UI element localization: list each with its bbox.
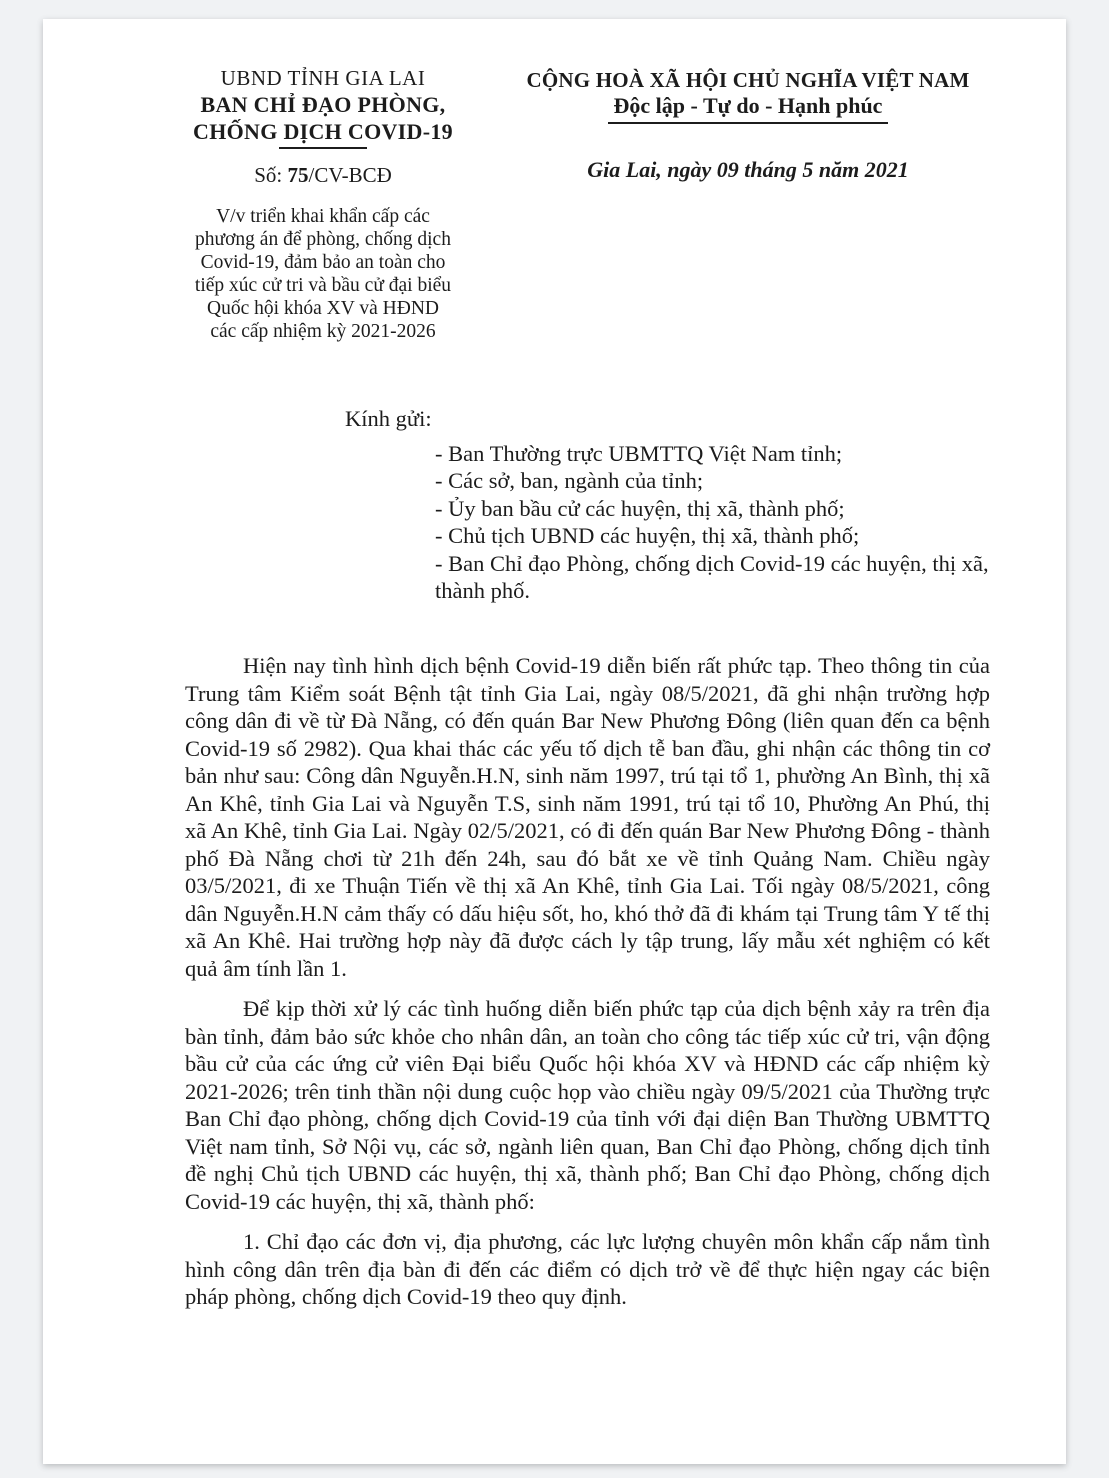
body-paragraph: Để kịp thời xử lý các tình huống diễn biến phức tạp của dịch bệnh xảy ra trên địa bàn tỉnh, đảm bảo sức khỏe cho nhân dân, an toàn cho công tác tiếp xúc cử tri, vận động bầu cử của các ứng cử viên Đại biểu Quốc hội khóa XV và HĐND các cấp nhiệm kỳ 2021-2026; trên tinh thần nội dung cuộc họp vào chiều ngày 09/5/2021 của Thường trực Ban Chỉ đạo phòng, chống dịch Covid-19 của tỉnh với đại diện Ban Thường UBMTTQ Việt nam tỉnh, Sở Nội vụ, các sở, ngành liên quan, Ban Chỉ đạo Phòng, chống dịch tỉnh đề nghị Chủ tịch UBND các huyện, thị xã, thành phố; Ban Chỉ đạo Phòng, chống dịch Covid-19 các huyện, thị xã, thành phố: [185, 996, 990, 1214]
recipients-label: Kính gửi: [345, 406, 432, 431]
recipient-item: - Ban Chỉ đạo Phòng, chống dịch Covid-19 các huyện, thị xã, thành phố. [435, 550, 989, 603]
document-subject [133, 205, 513, 343]
dateline: Gia Lai, ngày 09 tháng 5 năm 2021 [587, 157, 909, 182]
document-body [185, 652, 990, 1324]
issuer-parent-org: UBND TỈNH GIA LAI [220, 66, 426, 90]
subject-line: phương án để phòng, chống dịch [195, 229, 451, 250]
subject-line: Covid-19, đảm bảo an toàn cho [200, 252, 446, 273]
national-header [498, 67, 998, 183]
issuer-org-line1: BAN CHỈ ĐẠO PHÒNG, [200, 92, 446, 117]
recipient-item: - Ủy ban bầu cử các huyện, thị xã, thành phố; [435, 495, 845, 521]
issuer-header [133, 65, 513, 343]
document-number [133, 163, 513, 188]
document-page [43, 19, 1066, 1464]
subject-line: tiếp xúc cử tri và bầu cử đại biểu [194, 275, 452, 296]
issuer-org-line2: CHỐNG DỊCH COVID-19 [193, 119, 453, 144]
recipient-item: - Ban Thường trực UBMTTQ Việt Nam tỉnh; [435, 440, 843, 466]
subject-line: các cấp nhiệm kỳ 2021-2026 [210, 321, 436, 342]
recipient-item: - Chủ tịch UBND các huyện, thị xã, thành phố; [435, 523, 860, 548]
body-paragraph: Hiện nay tình hình dịch bệnh Covid-19 diễn biến rất phức tạp. Theo thông tin của Trung tâm Kiểm soát Bệnh tật tỉnh Gia Lai, ngày 08/5/2021, đã ghi nhận trường hợp công dân đi về từ Đà Nẵng, có đến quán Bar New Phương Đông (liên quan đến ca bệnh Covid-19 số 2982). Qua khai thác các yếu tố dịch tễ ban đầu, ghi nhận các thông tin cơ bản như sau: Công dân Nguyễn.H.N, sinh năm 1997, trú tại tổ 1, phường An Bình, thị xã An Khê, tỉnh Gia Lai và Nguyễn T.S, sinh năm 1991, trú tại tổ 10, Phường An Phú, thị xã An Khê, tỉnh Gia Lai. Ngày 02/5/2021, có đi đến quán Bar New Phương Đông - thành phố Đà Nẵng chơi từ 21h đến 24h, sau đó bắt xe về tỉnh Quảng Nam. Chiều ngày 03/5/2021, đi xe Thuận Tiến về thị xã An Khê, tỉnh Gia Lai. Tối ngày 08/5/2021, công dân Nguyễn.H.N cảm thấy có dấu hiệu sốt, ho, khó thở đã đi khám tại Trung tâm Y tế thị xã An Khê. Hai trường hợp này đã được cách ly tập trung, lấy mẫu xét nghiệm có kết quả âm tính lần 1. [185, 653, 990, 981]
issuer-underline [279, 147, 367, 149]
national-header-line1: CỘNG HOÀ XÃ HỘI CHỦ NGHĨA VIỆT NAM [526, 68, 970, 92]
document-number-suffix: /CV-BCĐ [308, 163, 392, 187]
document-number-label: Số: [254, 163, 288, 187]
recipient-item: - Các sở, ban, ngành của tỉnh; [435, 468, 704, 493]
subject-line: Quốc hội khóa XV và HĐND [207, 298, 439, 319]
body-paragraph: 1. Chỉ đạo các đơn vị, địa phương, các lực lượng chuyên môn khẩn cấp nắm tình hình công dân trên địa bàn đi đến các điểm có dịch trở về để thực hiện ngay các biện pháp phòng, chống dịch Covid-19 theo quy định. [185, 1229, 990, 1309]
subject-line: V/v triển khai khẩn cấp các [216, 206, 430, 227]
recipients-section [345, 405, 989, 605]
recipients-list [435, 440, 1015, 605]
national-motto: Độc lập - Tự do - Hạnh phúc [608, 93, 889, 124]
document-number-value: 75 [287, 163, 309, 187]
